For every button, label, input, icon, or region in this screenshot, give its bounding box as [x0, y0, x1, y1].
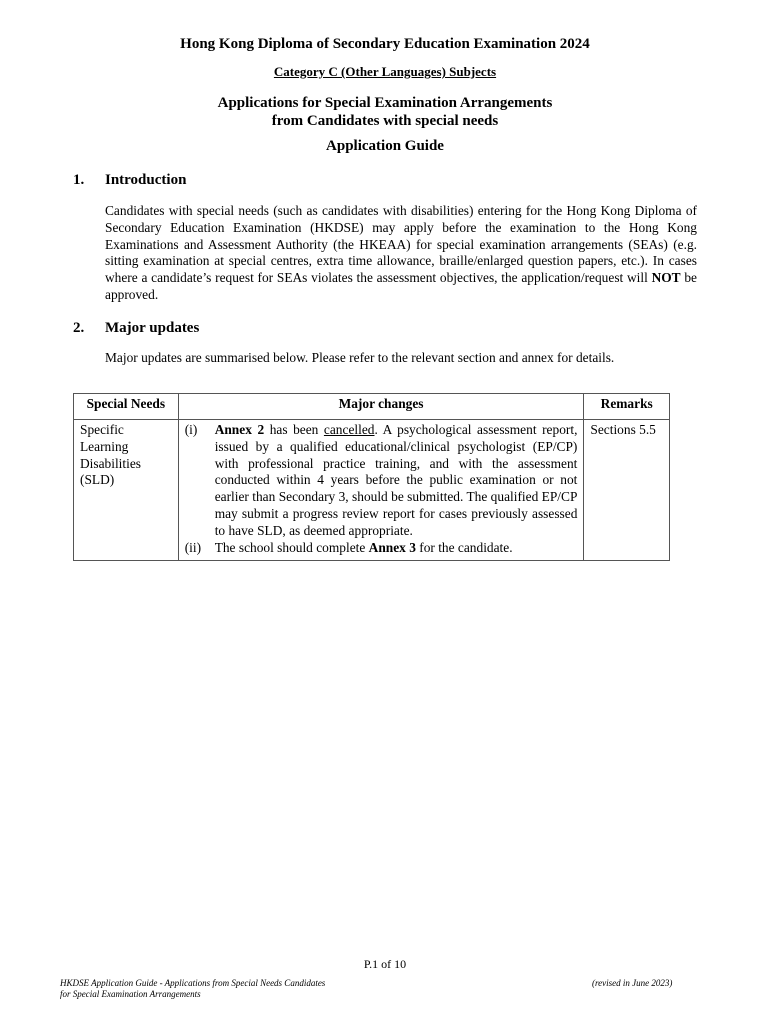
section-2-number: 2.: [73, 320, 85, 336]
remarks-cell: Sections 5.5: [584, 420, 670, 561]
guide-title: Application Guide: [326, 138, 444, 154]
footer-line-1: HKDSE Application Guide - Applications from Special Needs Candidates: [60, 978, 326, 988]
introduction-emphasis: NOT: [651, 270, 681, 286]
section-1-heading: [73, 172, 186, 189]
special-needs-line: (SLD): [80, 472, 115, 488]
application-title-line-1: Applications for Special Examination Arrangements: [217, 95, 553, 111]
major-updates-paragraph: Major updates are summarised below. Please refer to the relevant section and annex for details.: [105, 350, 615, 365]
section-1-title: Introduction: [105, 172, 187, 188]
change-item-2-part-a: The school should complete: [214, 539, 369, 555]
major-updates-table: [73, 393, 670, 561]
change-item-1: [185, 422, 578, 540]
introduction-text: Candidates with special needs (such as candidates with disabilities) entering for the Hong Kong Diploma of Secondary Education Examination (HKDSE) may apply before the examination to the Hong Kong Examinations and Assessment Authority (the HKEAA) for special examination arrangements (SEAs) (e.g. sitting examination at special centres, extra time allowance, braille/enlarged question papers, etc.). In cases where a candidate’s request for SEAs violates the assessment objectives, the application/request will: [105, 203, 697, 286]
change-item-1-part-a: has been: [264, 422, 324, 437]
header-remarks: Remarks: [584, 394, 670, 420]
special-needs-line: Specific: [80, 422, 124, 437]
table-header-row: [74, 394, 670, 420]
special-needs-cell: [74, 420, 179, 561]
change-item-2-text: [215, 540, 578, 557]
introduction-paragraph: [105, 203, 697, 304]
footer-line-2: for Special Examination Arrangements: [60, 989, 201, 999]
annex-3-label: Annex 3: [368, 539, 416, 555]
change-item-2: [185, 540, 578, 557]
category-heading: Category C (Other Languages) Subjects: [273, 64, 497, 79]
application-title: [0, 94, 770, 130]
header-major-changes: Major changes: [178, 394, 584, 420]
special-needs-line: Disabilities: [80, 455, 141, 471]
section-2-title: Major updates: [105, 320, 200, 336]
annex-2-label: Annex 2: [214, 422, 265, 437]
change-item-1-numeral: (i): [184, 422, 198, 437]
change-item-1-part-b: . A psychological assessment report, issued by a qualified educational/clinical psychologist (EP/CP) with professional practice training, and with the assessment conducted within 4 years before the public examination or not earlier than Secondary 3, should be submitted. The qualified EP/CP may submit a progress review report for cases previously assessed to have SLD, as deemed appropriate.: [214, 422, 578, 538]
change-item-2-part-b: for the candidate.: [415, 539, 513, 555]
introduction-text-end: be approved.: [105, 270, 697, 302]
change-item-2-numeral: (ii): [184, 539, 202, 555]
header-special-needs: Special Needs: [74, 394, 179, 420]
change-item-1-text: [215, 422, 578, 540]
footer-document-name: [60, 978, 325, 1000]
page-number: P.1 of 10: [363, 957, 407, 971]
section-1-number: 1.: [73, 172, 85, 188]
footer-revision-date: (revised in June 2023): [592, 978, 673, 988]
section-2-heading: [73, 320, 199, 337]
application-title-line-2: from Candidates with special needs: [271, 113, 499, 129]
cancelled-word: cancelled: [323, 422, 375, 437]
document-title: Hong Kong Diploma of Secondary Education Examination 2024: [180, 36, 590, 52]
special-needs-line: Learning: [80, 438, 129, 454]
table-row: [74, 420, 670, 561]
major-changes-cell: [178, 420, 584, 561]
